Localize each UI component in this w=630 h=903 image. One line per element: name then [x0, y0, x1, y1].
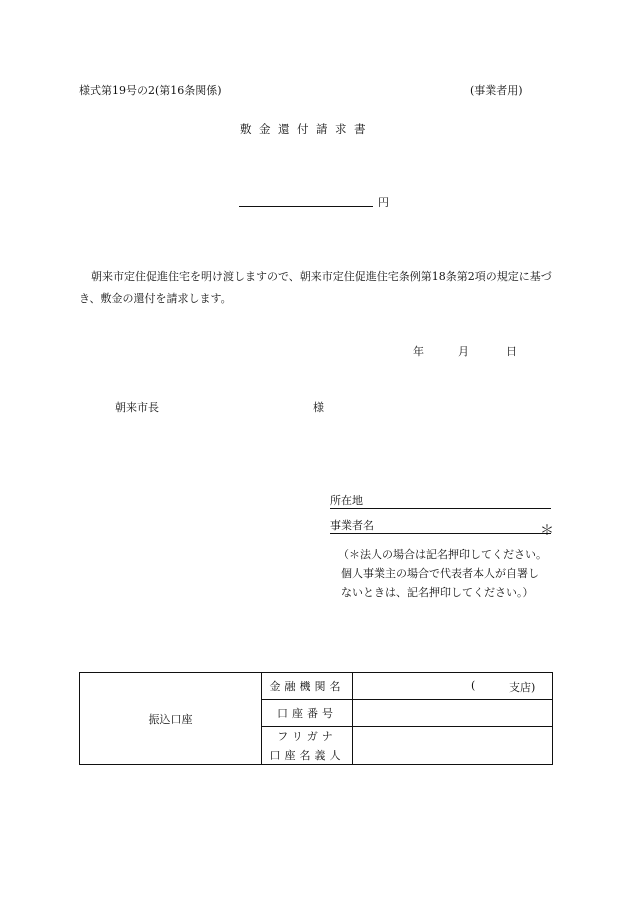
account-holder-label: 口座名義人	[262, 745, 353, 765]
note-line: 個人事業主の場合で代表者本人が自署し	[341, 567, 539, 580]
account-holder-field[interactable]	[353, 727, 553, 765]
branch-suffix: 支店)	[509, 681, 536, 694]
addressee-name: 朝来市長	[115, 401, 159, 414]
request-statement: 朝来市定住促進住宅を明け渡しますので、朝来市定住促進住宅条例第18条第2項の規定に基づき、敷金の還付を請求します。	[79, 270, 552, 305]
bank-account-table	[79, 672, 553, 765]
asterisk-mark: ＊	[540, 523, 554, 539]
address-field[interactable]	[330, 488, 551, 509]
note-line: （＊法人の場合は記名押印してください。	[338, 548, 547, 561]
amount-line[interactable]	[239, 205, 373, 207]
address-label: 所在地	[330, 494, 363, 507]
date-month-label: 月	[458, 345, 469, 358]
business-name-field[interactable]	[330, 513, 551, 534]
furigana-label: フリガナ	[262, 727, 353, 746]
date-year-label: 年	[413, 345, 424, 358]
date-day-label: 日	[506, 345, 517, 358]
institution-label: 金融機関名	[262, 673, 353, 700]
addressee-honorific: 様	[313, 401, 324, 414]
amount-unit: 円	[378, 196, 389, 209]
signature-note	[338, 545, 558, 602]
institution-field[interactable]	[353, 673, 553, 700]
branch-open-paren: (	[471, 679, 476, 692]
bank-section-label: 振込口座	[80, 673, 262, 765]
business-name-label: 事業者名	[330, 519, 374, 532]
document-title: 敷金還付請求書	[240, 122, 373, 136]
form-user-type: (事業者用)	[470, 84, 523, 97]
form-number: 様式第19号の2(第16条関係)	[79, 84, 222, 97]
account-number-field[interactable]	[353, 700, 553, 727]
account-number-label: 口座番号	[262, 700, 353, 727]
note-line: ないときは、記名押印してください。）	[341, 586, 534, 599]
